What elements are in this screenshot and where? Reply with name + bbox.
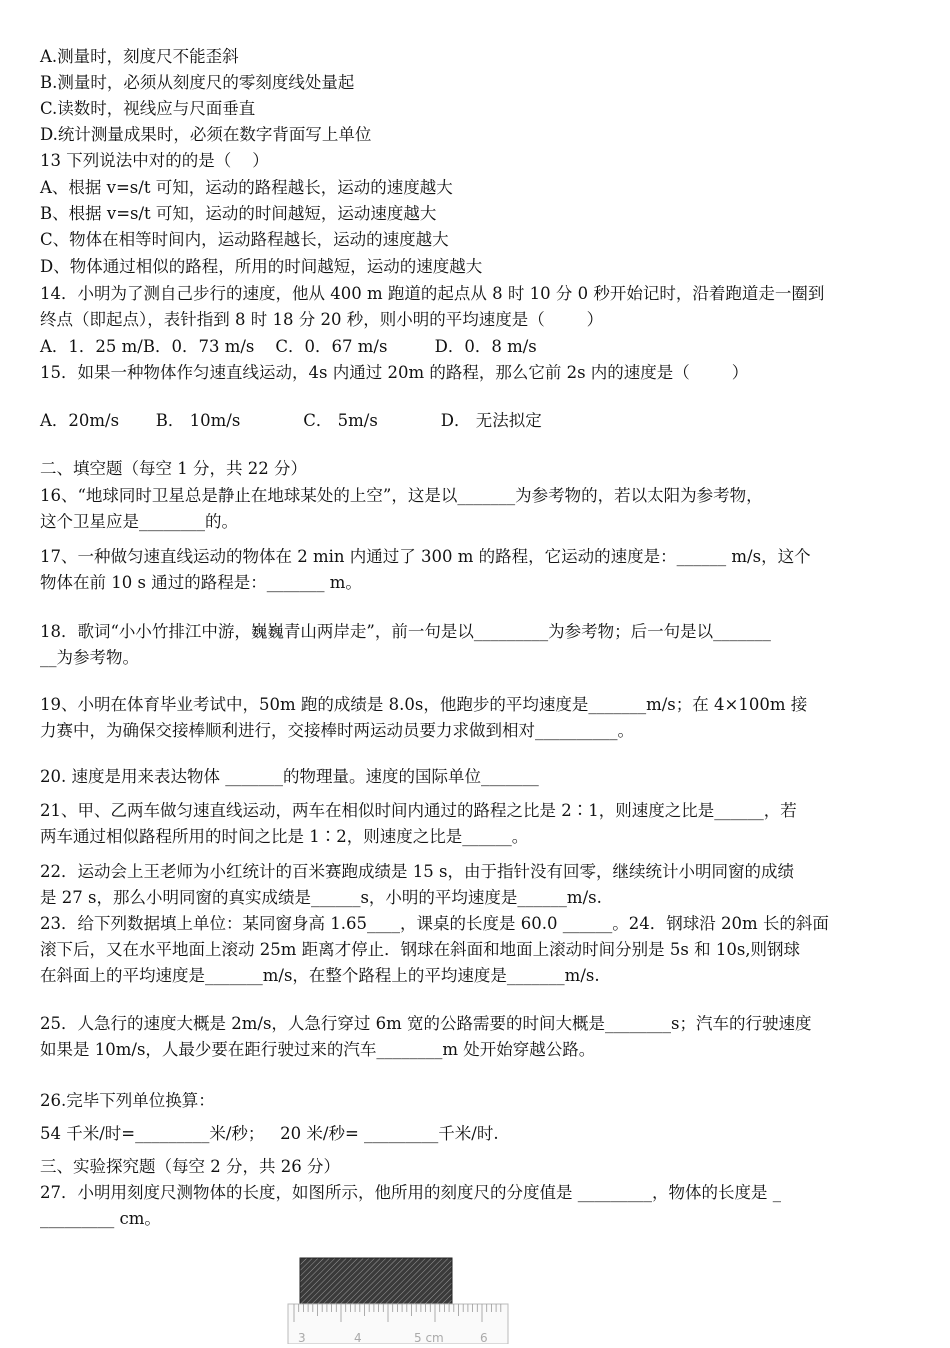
- text-line-l04: D.统计测量成果时，必须在数字背面写上单位: [40, 125, 372, 144]
- text-line-l03: C.读数时，视线应与尺面垂直: [40, 99, 256, 118]
- text-line-l34: 26.完毕下列单位换算：: [40, 1091, 215, 1110]
- text-line-l22: 19、小明在体育毕业考试中，50m 跑的成绩是 8.0s，他跑步的平均速度是_______m/s；在 4×100m 接: [40, 695, 808, 714]
- text-line-l17: 这个卫星应是________的。: [40, 512, 238, 531]
- text-line-l08: C、物体在相等时间内，运动路程越长，运动的速度越大: [40, 230, 449, 249]
- text-line-l14: A．20m/s B． 10m/s C． 5m/s D． 无法拟定: [40, 411, 542, 430]
- text-line-l10: 14．小明为了测自己步行的速度，他从 400 m 跑道的起点从 8 时 10 分 0 秒开始记时，沿着跑道走一圈到: [40, 284, 825, 303]
- ruler-figure-svg: [286, 1256, 512, 1344]
- ruler-label-3: 3: [298, 1331, 306, 1344]
- text-line-l27: 22．运动会上王老师为小红统计的百米赛跑成绩是 15 s，由于指针没有回零，继续统计小明同窗的成绩: [40, 862, 794, 881]
- text-line-l38: _________ cm。: [40, 1209, 161, 1228]
- text-line-l15: 二、填空题（每空 1 分，共 22 分）: [40, 459, 307, 478]
- text-line-l05: 13 下列说法中对的的是（ ）: [40, 151, 269, 170]
- text-line-l35: 54 千米/时=_________米/秒； 20 米/秒= _________千米/时.: [40, 1124, 499, 1143]
- ruler-label-6: 6: [480, 1331, 488, 1344]
- text-line-l19: 物体在前 10 s 通过的路程是：_______ m。: [40, 573, 362, 592]
- text-line-l16: 16、“地球同时卫星总是静止在地球某处的上空”，这是以_______为参考物的，若以太阳为参考物，: [40, 486, 763, 505]
- measured-object: [300, 1258, 452, 1304]
- text-line-l29: 23．给下列数据填上单位：某同窗身高 1.65____，课桌的长度是 60.0 ______。24．钢球沿 20m 长的斜面: [40, 914, 829, 933]
- text-line-l01: A.测量时，刻度尺不能歪斜: [40, 47, 239, 66]
- text-line-l12: A．1．25 m/B．0．73 m/s C．0．67 m/s D．0．8 m/s: [40, 337, 537, 356]
- text-line-l31: 在斜面上的平均速度是_______m/s，在整个路程上的平均速度是_______m/s.: [40, 966, 600, 985]
- text-line-l28: 是 27 s，那么小明同窗的真实成绩是______s，小明的平均速度是______m/s.: [40, 888, 602, 907]
- text-line-l13: 15．如果一种物体作匀速直线运动，4s 内通过 20m 的路程，那么它前 2s 内的速度是（ ）: [40, 363, 749, 382]
- text-line-l21: __为参考物。: [40, 648, 139, 667]
- text-line-l07: B、根据 v=s/t 可知，运动的时间越短，运动速度越大: [40, 204, 437, 223]
- text-line-l25: 21、甲、乙两车做匀速直线运动，两车在相似时间内通过的路程之比是 2∶1，则速度之比是______，若: [40, 801, 797, 820]
- ruler-body: [288, 1304, 508, 1344]
- text-line-l18: 17、一种做匀速直线运动的物体在 2 min 内通过了 300 m 的路程，它运动的速度是：______ m/s，这个: [40, 547, 811, 566]
- text-line-l37: 27．小明用刻度尺测物体的长度，如图所示，他所用的刻度尺的分度值是 _________，物体的长度是 _: [40, 1183, 781, 1202]
- text-line-l30: 滚下后，又在水平地面上滚动 25m 距离才停止．钢球在斜面和地面上滚动时间分别是 5s 和 10s,则钢球: [40, 940, 801, 959]
- text-line-l33: 如果是 10m/s，人最少要在距行驶过来的汽车________m 处开始穿越公路。: [40, 1040, 596, 1059]
- text-line-l26: 两车通过相似路程所用的时间之比是 1∶2，则速度之比是______。: [40, 827, 529, 846]
- text-line-l32: 25．人急行的速度大概是 2m/s，人急行穿过 6m 宽的公路需要的时间大概是________s；汽车的行驶速度: [40, 1014, 812, 1033]
- text-line-l20: 18．歌词“小小竹排江中游，巍巍青山两岸走”，前一句是以_________为参考物；后一句是以_______: [40, 622, 771, 641]
- ruler-label-5cm: 5 cm: [414, 1331, 444, 1344]
- text-line-l11: 终点（即起点），表针指到 8 时 18 分 20 秒，则小明的平均速度是（ ）: [40, 310, 604, 329]
- ruler-label-4: 4: [354, 1331, 362, 1344]
- text-line-l24: 20. 速度是用来表达物体 _______的物理量。速度的国际单位_______: [40, 767, 539, 786]
- ruler-figure: [286, 1256, 512, 1344]
- text-line-l09: D、物体通过相似的路程，所用的时间越短，运动的速度越大: [40, 257, 483, 276]
- text-line-l02: B.测量时，必须从刻度尺的零刻度线处量起: [40, 73, 355, 92]
- text-line-l36: 三、实验探究题（每空 2 分，共 26 分）: [40, 1157, 340, 1176]
- text-line-l23: 力赛中，为确保交接棒顺利进行，交接棒时两运动员要力求做到相对__________。: [40, 721, 634, 740]
- text-line-l06: A、根据 v=s/t 可知，运动的路程越长，运动的速度越大: [40, 178, 453, 197]
